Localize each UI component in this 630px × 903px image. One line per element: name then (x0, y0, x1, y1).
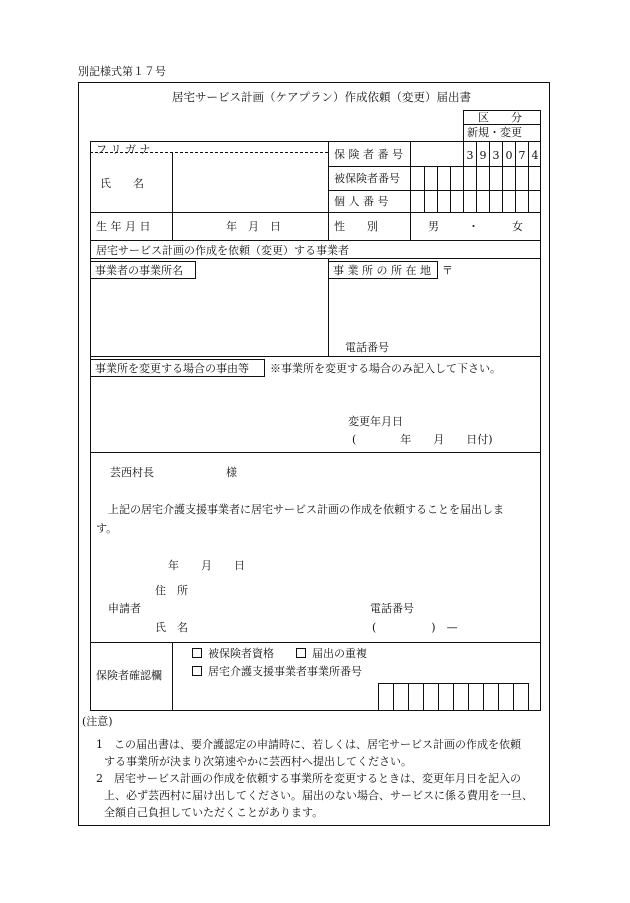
confirm-duplicate[interactable]: 届出の重複 (296, 648, 367, 659)
sex-label: 性 別 (334, 220, 378, 233)
insured-number-label: 被保険者番号 (334, 172, 400, 185)
applicant-label: 申請者 (108, 602, 141, 615)
office-name-label: 事業者の事業所名 (95, 264, 183, 277)
declaration-statement: 上記の居宅介護支援事業者に居宅サービス計画の作成を依頼することを届出しま (108, 503, 504, 516)
birthdate-value[interactable]: 年 月 日 (226, 220, 281, 233)
addressee: 芸西村長 (110, 466, 154, 479)
insurer-digit: 9 (479, 149, 487, 162)
name-label: 氏 名 (100, 177, 144, 190)
checkbox-icon (192, 666, 202, 676)
birthdate-label: 生 年 月 日 (96, 220, 151, 233)
insurer-number-label: 保 険 者 番 号 (334, 148, 403, 161)
note-item-1: 1 この届出書は、要介護認定の申請時に、若しくは、居宅サービス計画の作成を依頼 する事業所が決まり次第速やかに芸西村へ提出してください。 (96, 738, 521, 768)
provider-section-heading: 居宅サービス計画の作成を依頼（変更）する事業者 (96, 244, 349, 257)
confirm-office-number[interactable]: 居宅介護支援事業者事業所番号 (192, 666, 362, 677)
furigana-label: フ リ ガ ナ (96, 143, 151, 156)
insurer-digit: 3 (492, 149, 500, 162)
confirmation-label: 保険者確認欄 (96, 669, 162, 682)
notes-heading: (注意) (82, 715, 113, 728)
sex-option-female[interactable]: 女 (512, 220, 523, 233)
applicant-name-label: 氏 名 (155, 621, 188, 634)
note-item-2: 2 居宅サービス計画の作成を依頼する事業所を変更するときは、変更年月日を記入の 上、必ず芸西村に届け出してください。届出のない場合、サービスに係る費用を一旦、 全額自己負担していただくことがあります。 (96, 772, 533, 819)
change-reason-note: ※事業所を変更する場合のみ記入して下さい。 (270, 362, 501, 375)
insurer-digit: 4 (531, 149, 539, 162)
sex-option-male[interactable]: 男 (428, 220, 439, 233)
office-address-label: 事 業 所 の 所 在 地 (333, 264, 431, 277)
addressee-honorific: 様 (226, 466, 237, 479)
declaration-statement-end: す。 (96, 522, 118, 535)
form-outer-border (78, 82, 550, 826)
postal-mark: 〒 (442, 264, 453, 277)
checkbox-icon (192, 648, 202, 658)
applicant-phone-label: 電話番号 (370, 602, 414, 615)
form-title: 居宅サービス計画（ケアプラン）作成依頼（変更）届出書 (172, 90, 471, 104)
classification-new-change[interactable]: 新規・変更 (467, 126, 522, 139)
sex-separator: ・ (468, 220, 479, 233)
checkbox-icon (296, 648, 306, 658)
form-number: 別記様式第１７号 (78, 65, 166, 78)
applicant-address-label: 住 所 (155, 584, 188, 597)
applicant-phone-field[interactable]: ( ) — (372, 621, 458, 634)
confirm-insured-eligibility[interactable]: 被保険者資格 (192, 648, 274, 659)
insurer-digit: 3 (466, 149, 474, 162)
classification-label: 区 分 (478, 111, 522, 124)
change-date-label: 変更年月日 (348, 415, 403, 428)
insurer-digit: 7 (518, 149, 526, 162)
change-reason-label: 事業所を変更する場合の事由等 (95, 362, 249, 375)
declaration-date[interactable]: 年 月 日 (168, 559, 245, 572)
insurer-digit: 0 (505, 149, 513, 162)
personal-number-label: 個 人 番 号 (334, 195, 389, 208)
provider-phone-label: 電話番号 (345, 341, 389, 354)
change-date-value[interactable]: ( 年 月 日付) (352, 433, 493, 446)
